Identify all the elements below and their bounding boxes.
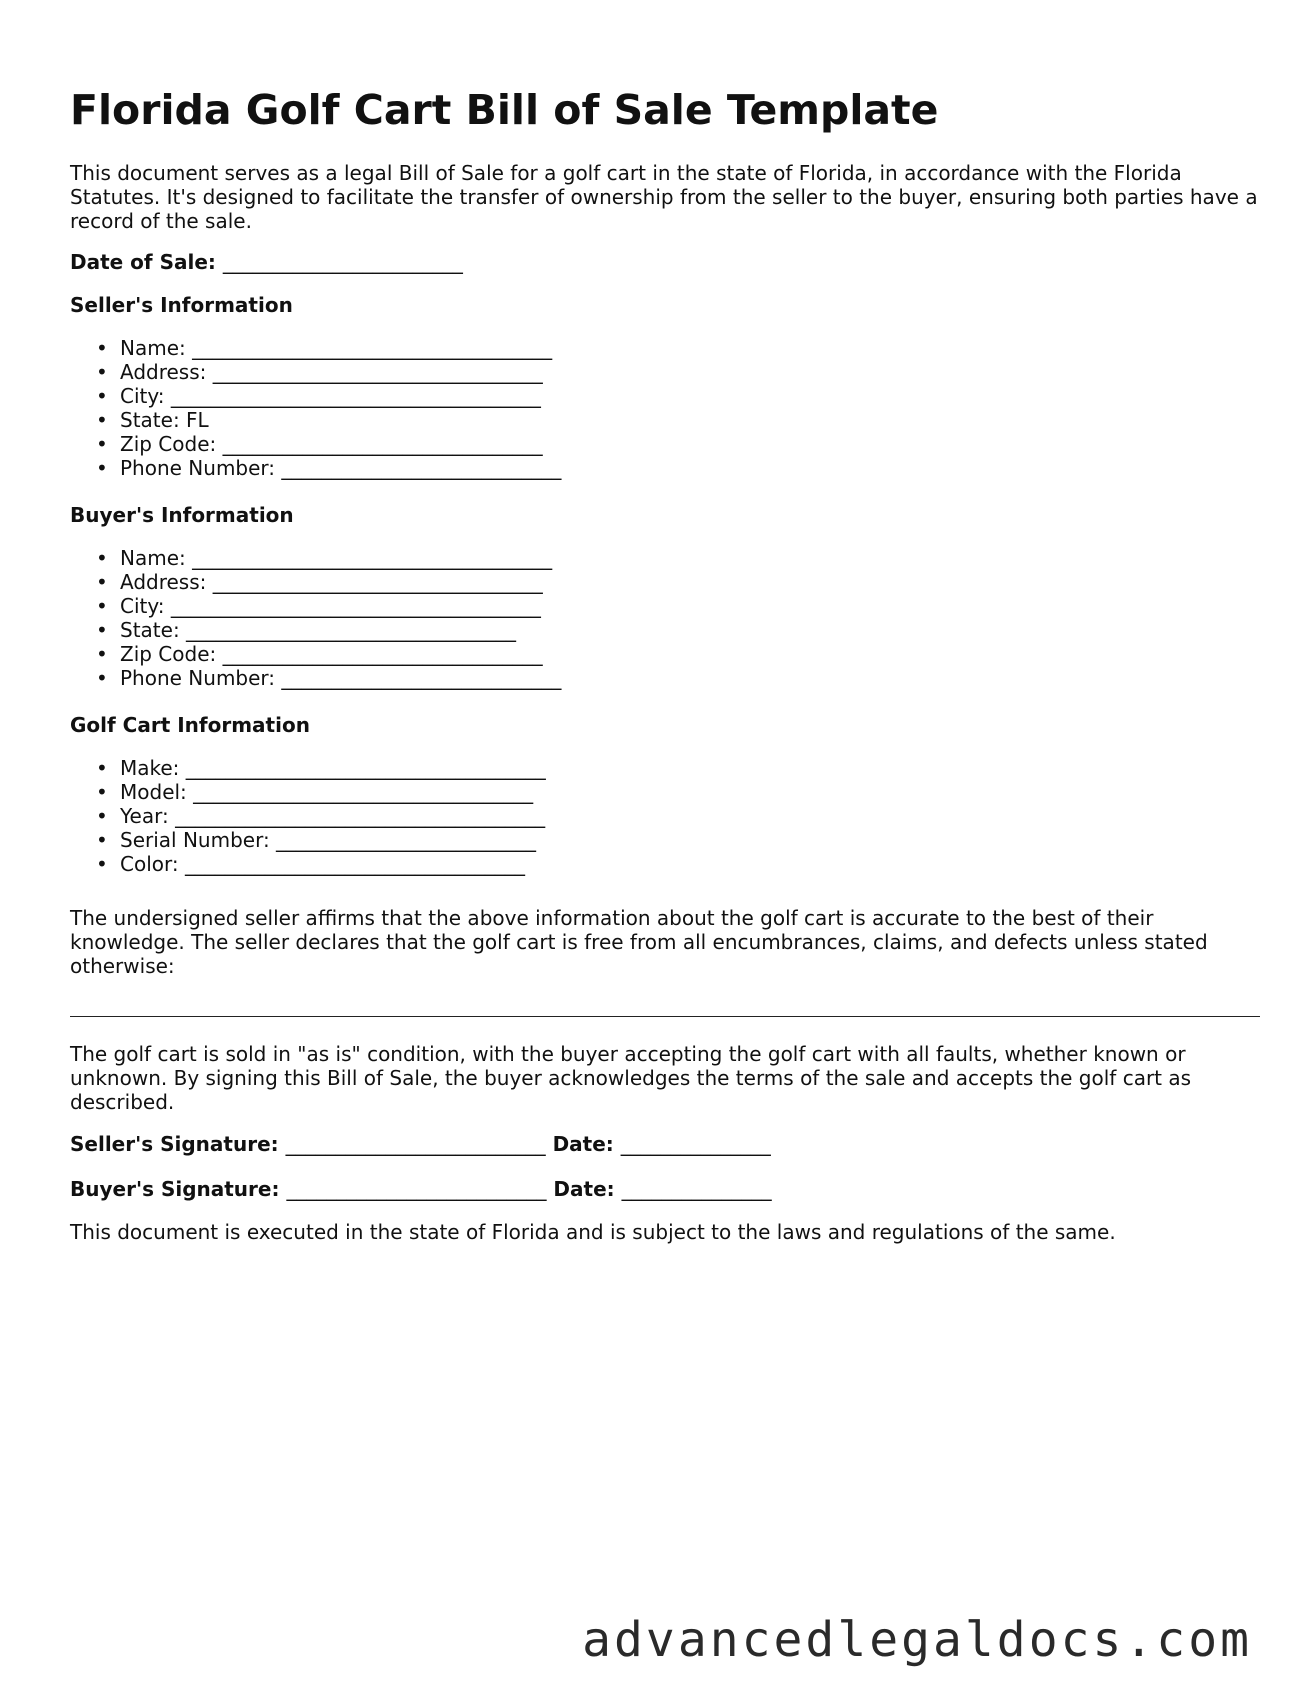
buyer-signature-blank[interactable]: __________________________ <box>286 1177 547 1201</box>
buyer-date-label: Date: <box>553 1177 615 1201</box>
page-title: Florida Golf Cart Bill of Sale Template <box>70 86 939 134</box>
buyer-date-blank[interactable]: _______________ <box>621 1177 772 1201</box>
seller-name-field[interactable]: • Name: ____________________________________ <box>70 336 561 360</box>
date-of-sale-line <box>70 250 463 274</box>
seller-address-field[interactable]: • Address: _________________________________ <box>70 360 561 384</box>
golf-cart-fields-list <box>70 756 546 876</box>
cart-model-field[interactable]: • Model: __________________________________ <box>70 780 546 804</box>
seller-state-field: • State: FL <box>70 408 561 432</box>
seller-section-heading: Seller's Information <box>70 293 293 317</box>
seller-signature-blank[interactable]: __________________________ <box>285 1132 546 1156</box>
seller-signature-label: Seller's Signature: <box>70 1132 279 1156</box>
affirmation-paragraph: The undersigned seller affirms that the above information about the golf cart is accurate to the best of their knowledge. The seller declares that the golf cart is free from all encumbrances, claims, and defects unless stated otherwise: <box>70 906 1208 978</box>
buyer-city-field[interactable]: • City: _____________________________________ <box>70 594 561 618</box>
seller-zip-field[interactable]: • Zip Code: ________________________________ <box>70 432 561 456</box>
buyer-fields-list <box>70 546 561 690</box>
seller-date-label: Date: <box>552 1132 614 1156</box>
cart-make-field[interactable]: • Make: ____________________________________ <box>70 756 546 780</box>
seller-fields-list <box>70 336 561 480</box>
intro-paragraph: This document serves as a legal Bill of Sale for a golf cart in the state of Florida, in accordance with the Florida Statutes. It's designed to facilitate the transfer of ownership from the seller to the buyer, ensuring both parties have a record of the sale. <box>70 161 1258 233</box>
cart-serial-field[interactable]: • Serial Number: __________________________ <box>70 828 546 852</box>
buyer-section-heading: Buyer's Information <box>70 503 294 527</box>
site-watermark: advancedlegaldocs.com <box>582 1612 1252 1668</box>
buyer-name-field[interactable]: • Name: ____________________________________ <box>70 546 561 570</box>
buyer-signature-line <box>70 1177 772 1201</box>
seller-phone-field[interactable]: • Phone Number: ____________________________ <box>70 456 561 480</box>
as-is-paragraph: The golf cart is sold in "as is" condition, with the buyer accepting the golf cart with all faults, whether known or unknown. By signing this Bill of Sale, the buyer acknowledges the terms of the sale and accepts the golf cart as described. <box>70 1042 1192 1114</box>
cart-color-field[interactable]: • Color: __________________________________ <box>70 852 546 876</box>
buyer-signature-label: Buyer's Signature: <box>70 1177 280 1201</box>
encumbrances-blank-line[interactable] <box>70 1016 1260 1017</box>
date-of-sale-label: Date of Sale: <box>70 250 216 274</box>
date-of-sale-blank[interactable]: ________________________ <box>222 250 463 274</box>
golf-cart-section-heading: Golf Cart Information <box>70 713 310 737</box>
seller-signature-line <box>70 1132 771 1156</box>
seller-city-field[interactable]: • City: _____________________________________ <box>70 384 561 408</box>
buyer-phone-field[interactable]: • Phone Number: ____________________________ <box>70 666 561 690</box>
buyer-state-field[interactable]: • State: _________________________________ <box>70 618 561 642</box>
buyer-address-field[interactable]: • Address: _________________________________ <box>70 570 561 594</box>
closing-paragraph: This document is executed in the state of Florida and is subject to the laws and regulations of the same. <box>70 1220 1116 1244</box>
seller-date-blank[interactable]: _______________ <box>620 1132 771 1156</box>
buyer-zip-field[interactable]: • Zip Code: ________________________________ <box>70 642 561 666</box>
cart-year-field[interactable]: • Year: _____________________________________ <box>70 804 546 828</box>
